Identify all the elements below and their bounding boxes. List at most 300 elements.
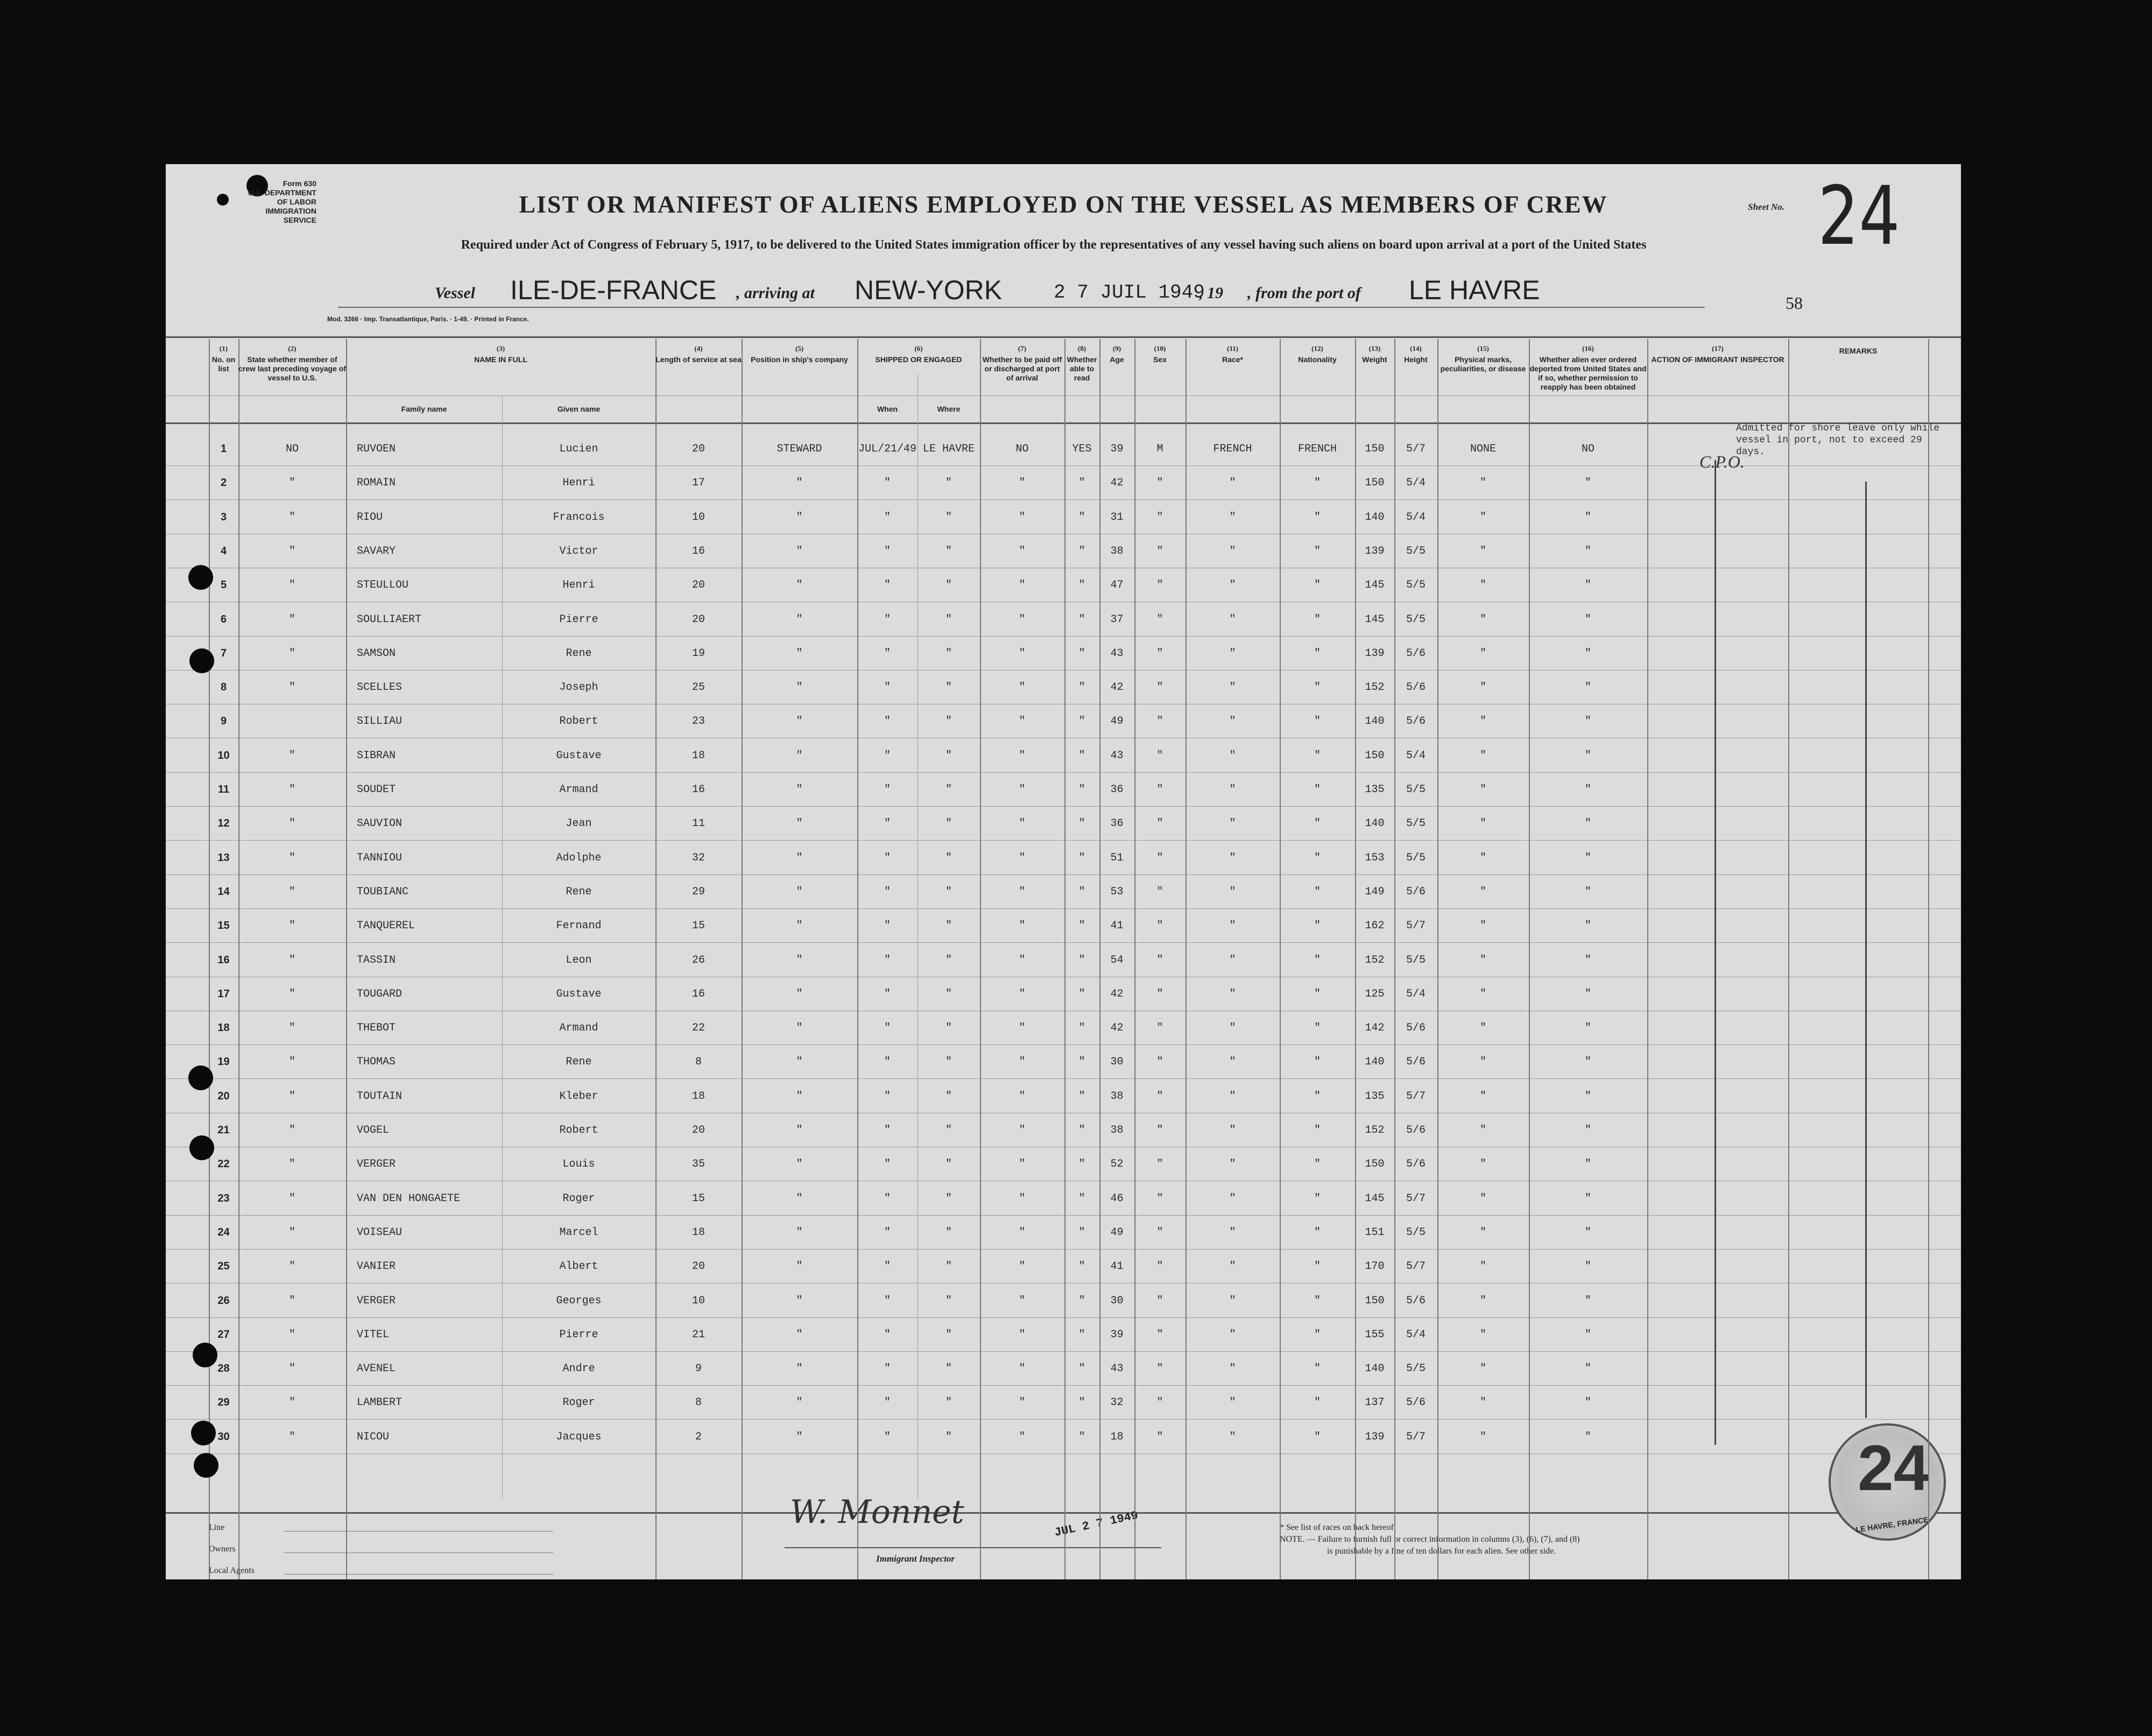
column-label: Height: [1404, 355, 1428, 364]
column-label: Sex: [1153, 355, 1167, 364]
cell-position: ": [796, 954, 803, 966]
punch-hole: [189, 1135, 214, 1160]
inspector-signature: W. Monnet: [790, 1493, 964, 1531]
cell-age: 43: [1110, 1363, 1124, 1375]
inspector-check-line: [1714, 460, 1716, 1445]
cell-age: 41: [1110, 1260, 1124, 1273]
cell-marks: ": [1479, 1430, 1486, 1443]
column-label: Race*: [1222, 355, 1243, 364]
cell-when: ": [884, 1430, 891, 1443]
cell-age: 43: [1110, 749, 1124, 762]
row-rule: [166, 840, 1961, 841]
cell-read: ": [1078, 1363, 1085, 1375]
column-divider: [1394, 339, 1395, 1579]
cell-race: ": [1229, 749, 1236, 762]
cell-no: 21: [217, 1124, 230, 1136]
header-rule: [166, 336, 1961, 338]
cell-no: 7: [220, 647, 227, 659]
cell-sex: ": [1156, 1396, 1163, 1409]
cell-family: VAN DEN HONGAETE: [357, 1192, 461, 1205]
column-label: Whether able to read: [1067, 355, 1097, 382]
subheader-given: Given name: [557, 405, 601, 413]
column-number: (17): [1712, 344, 1724, 352]
column-number: (12): [1311, 344, 1323, 352]
cell-weight: 139: [1365, 647, 1385, 660]
cell-paid: ": [1019, 1158, 1026, 1171]
cell-nat: ": [1314, 1294, 1321, 1307]
cell-age: 38: [1110, 1124, 1124, 1137]
cell-deported: ": [1584, 1022, 1591, 1035]
cell-service: 19: [692, 647, 705, 660]
cell-where: ": [945, 1396, 952, 1409]
cell-read: ": [1078, 511, 1085, 524]
race-note: * See list of races on back hereof.: [1280, 1523, 1396, 1532]
local-agents-label: Local Agents: [209, 1566, 255, 1575]
cell-no: 23: [217, 1192, 230, 1204]
cell-given: Georges: [556, 1294, 602, 1307]
column-number: (9): [1112, 344, 1121, 352]
cell-read: ": [1078, 1022, 1085, 1035]
cell-race: ": [1229, 545, 1236, 558]
cell-weight: 135: [1365, 1090, 1385, 1103]
cell-age: 32: [1110, 1396, 1124, 1409]
footer-rule: [166, 1512, 1961, 1514]
cell-when: ": [884, 1226, 891, 1239]
cell-race: ": [1229, 920, 1236, 933]
cell-weight: 139: [1365, 545, 1385, 558]
column-number: (5): [795, 344, 804, 352]
cell-given: Rene: [566, 647, 592, 660]
cell-sex: ": [1156, 1022, 1163, 1035]
cell-read: ": [1078, 749, 1085, 762]
cell-age: 42: [1110, 1022, 1124, 1035]
column-header: [1394, 344, 1437, 364]
cell-nat: ": [1314, 1328, 1321, 1341]
column-divider: [1529, 339, 1530, 1579]
manifest-sheet: [166, 164, 1961, 1579]
cell-race: ": [1229, 1056, 1236, 1069]
cell-nat: ": [1314, 1056, 1321, 1069]
column-number: (13): [1368, 344, 1381, 352]
cell-where: ": [945, 511, 952, 524]
cell-when: ": [884, 1192, 891, 1205]
cell-given: Robert: [559, 1124, 598, 1137]
cell-when: ": [884, 784, 891, 796]
cell-age: 42: [1110, 987, 1124, 1000]
cell-position: ": [796, 1124, 803, 1137]
cell-nat: ": [1314, 1090, 1321, 1103]
cell-family: THOMAS: [357, 1056, 396, 1069]
cell-position: ": [796, 477, 803, 490]
cell-sex: ": [1156, 545, 1163, 558]
cell-age: 36: [1110, 817, 1124, 830]
cell-deported: ": [1584, 511, 1591, 524]
cell-paid: ": [1019, 477, 1026, 490]
cell-marks: ": [1479, 1363, 1486, 1375]
cell-paid: ": [1019, 1226, 1026, 1239]
row-rule: [166, 465, 1961, 466]
cell-given: Armand: [559, 1022, 598, 1035]
cell-service: 20: [692, 1260, 705, 1273]
cell-family: THEBOT: [357, 1022, 396, 1035]
cell-when: ": [884, 1294, 891, 1307]
vessel-underline: [338, 307, 1705, 308]
cell-deported: ": [1584, 545, 1591, 558]
cell-nat: ": [1314, 851, 1321, 864]
cell-nat: ": [1314, 1124, 1321, 1137]
cell-marks: ": [1479, 851, 1486, 864]
cell-prev: ": [288, 613, 295, 626]
cell-when: ": [884, 1260, 891, 1273]
cell-deported: ": [1584, 1158, 1591, 1171]
cell-sex: ": [1156, 1430, 1163, 1443]
cell-nat: ": [1314, 987, 1321, 1000]
row-rule: [166, 1419, 1961, 1420]
cell-family: SIBRAN: [357, 749, 396, 762]
cell-given: Pierre: [559, 1328, 598, 1341]
cell-nat: ": [1314, 1022, 1321, 1035]
cell-sex: ": [1156, 715, 1163, 728]
cell-service: 29: [692, 885, 705, 898]
cell-weight: 149: [1365, 885, 1385, 898]
cell-no: 19: [217, 1056, 230, 1068]
cell-read: ": [1078, 681, 1085, 694]
cell-position: ": [796, 851, 803, 864]
vessel-label: Vessel: [435, 284, 475, 302]
row-rule: [166, 636, 1961, 637]
cell-where: ": [945, 1022, 952, 1035]
cell-family: SILLIAU: [357, 715, 403, 728]
cell-no: 11: [217, 784, 230, 795]
cell-no: 24: [217, 1226, 230, 1238]
cell-prev: ": [288, 1260, 295, 1273]
arriving-label: , arriving at: [736, 284, 815, 302]
cell-where: ": [945, 1124, 952, 1137]
cell-age: 18: [1110, 1430, 1124, 1443]
cell-service: 20: [692, 613, 705, 626]
cell-where: ": [945, 1090, 952, 1103]
cell-deported: ": [1584, 1363, 1591, 1375]
cell-family: TANNIOU: [357, 851, 403, 864]
row-rule: [166, 1317, 1961, 1318]
cell-position: ": [796, 545, 803, 558]
column-header: [655, 344, 742, 364]
cell-marks: NONE: [1470, 443, 1496, 455]
from-port-label: , from the port of: [1247, 284, 1361, 302]
cell-age: 42: [1110, 477, 1124, 490]
cell-age: 52: [1110, 1158, 1124, 1171]
cell-read: ": [1078, 1124, 1085, 1137]
column-header: [1186, 344, 1280, 364]
cell-service: 2: [695, 1430, 702, 1443]
cell-when: ": [884, 817, 891, 830]
column-label: Whether to be paid off or discharged at port of arrival: [982, 355, 1062, 382]
cell-position: ": [796, 1226, 803, 1239]
cell-family: LAMBERT: [357, 1396, 403, 1409]
cell-race: ": [1229, 1192, 1236, 1205]
cell-no: 12: [217, 817, 230, 830]
cell-deported: ": [1584, 1328, 1591, 1341]
cell-when: ": [884, 715, 891, 728]
cell-marks: ": [1479, 579, 1486, 592]
cell-read: ": [1078, 1056, 1085, 1069]
cell-given: Rene: [566, 1056, 592, 1069]
cell-read: ": [1078, 1158, 1085, 1171]
cell-given: Adolphe: [556, 851, 602, 864]
cell-given: Marcel: [559, 1226, 598, 1239]
cell-deported: ": [1584, 885, 1591, 898]
cell-position: STEWARD: [777, 443, 822, 455]
cell-when: ": [884, 1158, 891, 1171]
cell-deported: ": [1584, 817, 1591, 830]
cell-position: ": [796, 920, 803, 933]
cell-paid: ": [1019, 1124, 1026, 1137]
cell-paid: ": [1019, 613, 1026, 626]
cell-deported: ": [1584, 784, 1591, 796]
printer-line: Mod. 3266 · Imp. Transatlantique, Paris. · 1-49. · Printed in France.: [327, 315, 529, 323]
cell-given: Roger: [562, 1192, 595, 1205]
row-rule: [166, 874, 1961, 875]
cell-where: ": [945, 1226, 952, 1239]
cell-weight: 152: [1365, 681, 1385, 694]
cell-no: 1: [220, 443, 227, 455]
cell-no: 25: [217, 1260, 230, 1273]
punch-hole: [191, 1421, 216, 1445]
cell-read: ": [1078, 817, 1085, 830]
row-rule: [166, 1249, 1961, 1250]
cell-no: 3: [220, 511, 227, 523]
cell-nat: ": [1314, 1363, 1321, 1375]
cell-nat: ": [1314, 681, 1321, 694]
cell-family: VOGEL: [357, 1124, 390, 1137]
column-header: [346, 344, 655, 364]
cell-deported: ": [1584, 477, 1591, 490]
cell-height: 5/6: [1406, 647, 1426, 660]
cell-where: LE HAVRE: [922, 443, 975, 455]
cell-service: 10: [692, 511, 705, 524]
cell-family: VERGER: [357, 1294, 396, 1307]
cell-given: Gustave: [556, 749, 602, 762]
cell-marks: ": [1479, 1328, 1486, 1341]
cell-marks: ": [1479, 749, 1486, 762]
cell-deported: ": [1584, 1056, 1591, 1069]
fine-note: NOTE. — Failure to furnish full or correct information in columns (3), (6), (7), and (8): [1280, 1535, 1580, 1544]
column-number: (11): [1227, 344, 1238, 352]
cell-deported: ": [1584, 579, 1591, 592]
cell-service: 17: [692, 477, 705, 490]
cell-deported: ": [1584, 1090, 1591, 1103]
column-number: (14): [1410, 344, 1422, 352]
cell-height: 5/4: [1406, 477, 1426, 490]
cell-sex: ": [1156, 1294, 1163, 1307]
sheet-number: 24: [1818, 170, 1900, 263]
cell-weight: 145: [1365, 613, 1385, 626]
cell-sex: ": [1156, 1226, 1163, 1239]
row-rule: [166, 1351, 1961, 1352]
cell-weight: 150: [1365, 443, 1385, 455]
cell-age: 49: [1110, 1226, 1124, 1239]
cell-position: ": [796, 1022, 803, 1035]
cell-position: ": [796, 1192, 803, 1205]
remarks-ditto-line: [1865, 482, 1867, 1418]
cell-where: ": [945, 1328, 952, 1341]
cell-position: ": [796, 1260, 803, 1273]
column-divider: [1134, 339, 1135, 1579]
cell-marks: ": [1479, 613, 1486, 626]
cell-marks: ": [1479, 477, 1486, 490]
cell-race: ": [1229, 851, 1236, 864]
cell-no: 15: [217, 920, 230, 932]
cell-when: ": [884, 1022, 891, 1035]
column-header: [742, 344, 857, 364]
cell-marks: ": [1479, 954, 1486, 966]
row-rule: [166, 499, 1961, 500]
cell-position: ": [796, 749, 803, 762]
cell-read: ": [1078, 477, 1085, 490]
cell-race: FRENCH: [1213, 443, 1252, 455]
cell-deported: NO: [1581, 443, 1594, 455]
column-number: (1): [219, 344, 228, 352]
cell-age: 38: [1110, 1090, 1124, 1103]
cell-no: 5: [220, 579, 227, 591]
cell-deported: ": [1584, 1124, 1591, 1137]
cell-sex: ": [1156, 647, 1163, 660]
cell-prev: ": [288, 1056, 295, 1069]
punch-hole: [194, 1453, 218, 1478]
cell-when: ": [884, 885, 891, 898]
cell-when: ": [884, 749, 891, 762]
cell-deported: ": [1584, 647, 1591, 660]
cell-when: ": [884, 954, 891, 966]
cell-deported: ": [1584, 1396, 1591, 1409]
column-header: [1064, 344, 1099, 383]
cell-position: ": [796, 579, 803, 592]
cell-race: ": [1229, 1430, 1236, 1443]
cell-marks: ": [1479, 681, 1486, 694]
row-rule: [166, 1215, 1961, 1216]
cell-weight: 135: [1365, 784, 1385, 796]
column-divider: [857, 339, 858, 1579]
column-header: [1355, 344, 1394, 364]
cell-service: 16: [692, 987, 705, 1000]
row-rule: [166, 1453, 1961, 1454]
cell-height: 5/5: [1406, 851, 1426, 864]
cell-race: ": [1229, 681, 1236, 694]
column-number: (8): [1077, 344, 1086, 352]
cell-sex: ": [1156, 1090, 1163, 1103]
cell-family: SAMSON: [357, 647, 396, 660]
cell-nat: FRENCH: [1297, 443, 1337, 455]
cell-prev: ": [288, 784, 295, 796]
cell-no: 9: [220, 715, 227, 728]
cell-height: 5/7: [1406, 1192, 1426, 1205]
cell-weight: 142: [1365, 1022, 1385, 1035]
cell-where: ": [945, 1192, 952, 1205]
cell-prev: ": [288, 987, 295, 1000]
cell-where: ": [945, 647, 952, 660]
column-label: No. on list: [211, 355, 236, 373]
arrival-date: 2 7 JUIL 1949: [1054, 281, 1205, 304]
cell-service: 15: [692, 1192, 705, 1205]
cell-position: ": [796, 1396, 803, 1409]
cell-deported: ": [1584, 681, 1591, 694]
cell-family: VOISEAU: [357, 1226, 403, 1239]
cell-read: ": [1078, 545, 1085, 558]
cell-paid: ": [1019, 1294, 1026, 1307]
cell-height: 5/5: [1406, 784, 1426, 796]
column-divider: [1280, 339, 1281, 1579]
cell-where: ": [945, 1158, 952, 1171]
cell-age: 39: [1110, 1328, 1124, 1341]
cell-service: 8: [695, 1396, 702, 1409]
cell-weight: 162: [1365, 920, 1385, 933]
cell-where: ": [945, 987, 952, 1000]
cell-race: ": [1229, 817, 1236, 830]
cell-marks: ": [1479, 1260, 1486, 1273]
cell-service: 18: [692, 749, 705, 762]
cell-race: ": [1229, 579, 1236, 592]
cell-marks: ": [1479, 885, 1486, 898]
cell-nat: ": [1314, 1396, 1321, 1409]
cell-prev: ": [288, 1090, 295, 1103]
cell-position: ": [796, 715, 803, 728]
cell-sex: ": [1156, 1363, 1163, 1375]
form-id: Form 630 U.S. DEPARTMENT OF LABOR IMMIGRATION SERVICE: [248, 179, 316, 224]
cell-marks: ": [1479, 987, 1486, 1000]
column-divider: [742, 339, 743, 1579]
column-label: ACTION OF IMMIGRANT INSPECTOR: [1651, 355, 1784, 364]
column-divider: [1064, 339, 1066, 1579]
column-divider: [1186, 339, 1187, 1579]
cell-given: Jacques: [556, 1430, 602, 1443]
cell-paid: ": [1019, 851, 1026, 864]
cell-position: ": [796, 784, 803, 796]
column-divider: [209, 339, 210, 1579]
cell-paid: ": [1019, 920, 1026, 933]
document-title: LIST OR MANIFEST OF ALIENS EMPLOYED ON THE VESSEL AS MEMBERS OF CREW: [519, 190, 1608, 218]
column-divider: [1788, 339, 1789, 1579]
cell-paid: ": [1019, 1328, 1026, 1341]
cell-given: Fernand: [556, 920, 602, 933]
cell-prev: ": [288, 511, 295, 524]
cell-read: ": [1078, 1090, 1085, 1103]
cell-age: 30: [1110, 1056, 1124, 1069]
column-header: [1099, 344, 1134, 364]
cell-where: ": [945, 681, 952, 694]
cell-read: ": [1078, 579, 1085, 592]
cell-nat: ": [1314, 647, 1321, 660]
cell-age: 38: [1110, 545, 1124, 558]
cell-height: 5/5: [1406, 1226, 1426, 1239]
cell-paid: ": [1019, 987, 1026, 1000]
cell-sex: ": [1156, 681, 1163, 694]
cell-height: 5/6: [1406, 681, 1426, 694]
cell-when: ": [884, 1124, 891, 1137]
column-label: NAME IN FULL: [474, 355, 527, 364]
cell-family: VERGER: [357, 1158, 396, 1171]
cell-family: SAVARY: [357, 545, 396, 558]
cell-height: 5/7: [1406, 920, 1426, 933]
cell-weight: 125: [1365, 987, 1385, 1000]
cell-race: ": [1229, 1124, 1236, 1137]
cell-family: RUVOEN: [357, 443, 396, 455]
cell-when: ": [884, 681, 891, 694]
cell-paid: ": [1019, 647, 1026, 660]
cell-nat: ": [1314, 1158, 1321, 1171]
cell-sex: ": [1156, 749, 1163, 762]
cell-race: ": [1229, 1090, 1236, 1103]
cell-position: ": [796, 1363, 803, 1375]
